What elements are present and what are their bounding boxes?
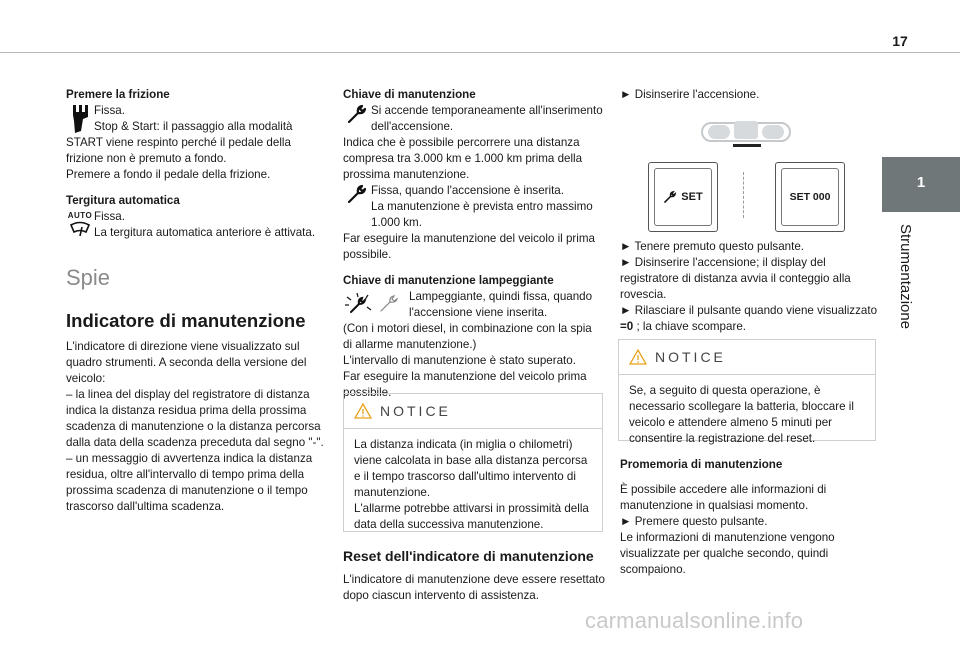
clutch-row [66, 103, 328, 135]
wiper-title: Tergitura automatica [66, 194, 180, 207]
chapter-number: 1 [916, 174, 926, 191]
key-row-1 [343, 103, 603, 135]
divider [743, 172, 745, 218]
memo-text: È possibile accedere alle informazioni di manutenzione in qualsiasi momento. ► Premere questo pulsante. Le informazioni di manutenzione vengono visualizzate per qualche secondo, quindi scompaiono. [620, 483, 835, 576]
warning-icon [354, 403, 372, 419]
memo-section [620, 457, 878, 578]
wiper-row [66, 209, 328, 241]
cluster-button-marker [733, 144, 761, 147]
reset-text: L'indicatore di manutenzione deve essere resettato dopo ciascun intervento di assistenza. [343, 573, 605, 602]
watermark: carmanualsonline.info [585, 608, 804, 633]
key-line-4: La manutenzione è prevista entro massimo 1.000 km. [371, 200, 593, 229]
page-number: 17 [892, 33, 908, 49]
step-release-value: =0 [620, 320, 634, 333]
step-release [620, 303, 878, 335]
blink-row [343, 289, 603, 321]
key-line-5: Far eseguire la manutenzione del veicolo il prima possibile. [343, 232, 595, 261]
blink-title: Chiave di manutenzione lampeggiante [343, 274, 554, 287]
maintenance-indicator-title: Indicatore di manutenzione [66, 310, 306, 331]
memo-title: Promemoria di manutenzione [620, 458, 783, 471]
notice-header [344, 394, 602, 429]
step-release-end: ; la chiave scompare. [633, 320, 746, 333]
column-1 [66, 87, 328, 515]
blink-line-2: (Con i motori diesel, in combinazione con la spia di allarme manutenzione.) [343, 322, 592, 351]
key-title: Chiave di manutenzione [343, 88, 476, 101]
wiper-line-1: Fissa. [94, 210, 125, 223]
notice-box-2 [618, 339, 876, 445]
set-button[interactable] [648, 162, 718, 232]
blink-line-3: L'intervallo di manutenzione è stato superato. [343, 354, 576, 367]
chapter-tab[interactable] [882, 157, 960, 212]
reset-section [343, 546, 605, 604]
section-spie: Spie [66, 265, 111, 290]
blink-line-4: Far eseguire la manutenzione del veicolo prima possibile. [343, 370, 587, 399]
notice-text: Se, a seguito di questa operazione, è necessario scollegare la batteria, bloccare il veicolo e attendere almeno 5 minuti per consentire la registrazione del reset. [629, 384, 854, 445]
set-button-face [654, 168, 712, 226]
clutch-line-3: Premere a fondo il pedale della frizione. [66, 168, 271, 181]
key-line-2: Indica che è possibile percorrere una distanza compresa tra 3.000 km e 1.000 km prima della prossima manutenzione. [343, 136, 583, 181]
flashing-wrench-icon [343, 289, 409, 319]
step-release-text: ► Rilasciare il pulsante quando viene visualizzato [620, 304, 878, 317]
steps-text: ► Tenere premuto questo pulsante. ► Disinserire l'accensione; il display del registratore di distanza avvia il conteggio alla rovescia. [620, 240, 851, 301]
set-label: SET [681, 191, 703, 203]
display-text: SET 000 [781, 168, 839, 226]
clutch-line-1: Fissa. [94, 104, 125, 117]
odometer-display [775, 162, 845, 232]
clutch-line-2-start: Stop & Start: il passaggio alla modalità [94, 120, 293, 133]
clutch-title: Premere la frizione [66, 88, 170, 101]
notice-header [619, 340, 875, 375]
instrument-cluster-icon [700, 117, 792, 147]
chapter-title: Strumentazione [897, 224, 914, 330]
key-line-1: Si accende temporaneamente all'inserimento dell'accensione. [371, 104, 603, 133]
reset-title: Reset dell'indicatore di manutenzione [343, 548, 594, 564]
clutch-line-2-rest: START viene respinto perché il pedale della frizione non è premuto a fondo. [66, 136, 291, 165]
warning-icon [629, 349, 647, 365]
wrench-icon [343, 103, 371, 133]
wrench-icon [343, 183, 371, 213]
header-rule [0, 52, 960, 53]
maintenance-indicator-text: L'indicatore di direzione viene visualizzato sul quadro strumenti. A seconda della versione del veicolo: – la linea del display del registratore di distanza indica la distanza residua prima della prossima scadenza di manutenzione o la distanza percorsa dalla data della scadenza preceduta dal segno "-". – un messaggio di avvertenza indica la distanza residua, oltre all'intervallo di tempo prima della prossima scadenza di manutenzione o il tempo trascorso dall'ultima scadenza. [66, 340, 324, 513]
notice-title: NOTICE [380, 403, 451, 419]
key-line-3: Fissa, quando l'accensione è inserita. [371, 184, 564, 197]
reset-steps [620, 239, 878, 335]
wrench-icon [663, 190, 677, 204]
column-2 [343, 87, 603, 401]
column-3 [620, 87, 878, 103]
wiper-icon [66, 209, 94, 241]
clutch-pedal-icon [66, 103, 94, 135]
notice-text: La distanza indicata (in miglia o chilometri) viene calcolata in base alla distanza percorsa e il tempo trascorso dall'ultimo intervento di manutenzione. L'allarme potrebbe attivarsi in prossimità della data della successiva manutenzione. [354, 438, 589, 531]
auto-label: AUTO [67, 211, 93, 220]
wiper-line-2: La tergitura automatica anteriore è attivata. [94, 226, 316, 239]
step-ignition-off: ► Disinserire l'accensione. [620, 88, 760, 101]
key-row-2 [343, 183, 603, 231]
blink-line-1: Lampeggiante, quindi fissa, quando l'accensione viene inserita. [409, 290, 593, 319]
notice-title: NOTICE [655, 349, 726, 365]
notice-box-1 [343, 393, 603, 532]
